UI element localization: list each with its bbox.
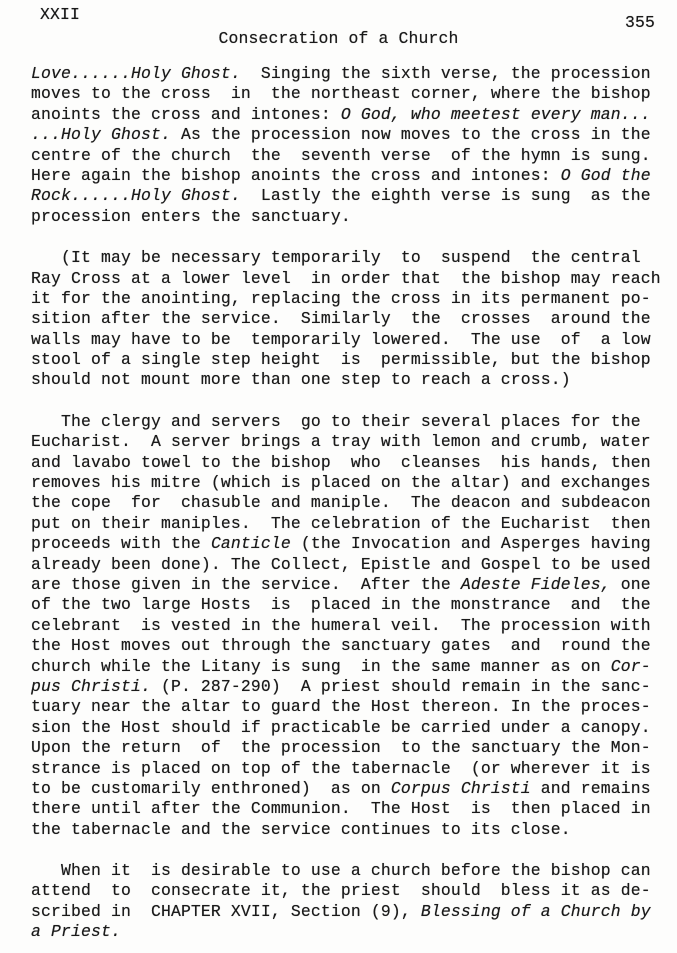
text-line: Upon the return of the procession to the sanctuary the Mon- bbox=[31, 738, 651, 758]
text-line: the tabernacle and the service continues to its close. bbox=[31, 819, 571, 839]
text-line: a Priest. bbox=[31, 922, 121, 942]
text-line: sition after the service. Similarly the crosses around the bbox=[31, 309, 651, 329]
text-line: scribed in CHAPTER XVII, Section (9), Blessing of a Church by bbox=[31, 901, 651, 921]
page-title: Consecration of a Church bbox=[218, 29, 459, 48]
text-line: the cope for chasuble and maniple. The deacon and subdeacon bbox=[31, 493, 651, 513]
text-line: stool of a single step height is permissible, but the bishop bbox=[31, 350, 651, 370]
text-line: Eucharist. A server brings a tray with lemon and crumb, water bbox=[31, 432, 651, 452]
text-line: put on their maniples. The celebration of the Eucharist then bbox=[31, 513, 651, 533]
text-line: it for the anointing, replacing the cross in its permanent po- bbox=[31, 288, 651, 308]
text-line: When it is desirable to use a church before the bishop can bbox=[31, 861, 651, 881]
text-line: sion the Host should if practicable be carried under a canopy. bbox=[31, 717, 651, 737]
text-line: are those given in the service. After the Adeste Fideles, one bbox=[31, 574, 651, 594]
paragraph bbox=[31, 248, 677, 391]
text-line: removes his mitre (which is placed on the altar) and exchanges bbox=[31, 473, 651, 493]
text-line: church while the Litany is sung in the same manner as on Cor- bbox=[31, 656, 651, 676]
text-line: centre of the church the seventh verse of the hymn is sung. bbox=[31, 145, 651, 165]
text-line: already been done). The Collect, Epistle and Gospel to be used bbox=[31, 554, 651, 574]
text-line: Love......Holy Ghost. Singing the sixth verse, the procession bbox=[31, 64, 651, 83]
paragraph bbox=[31, 412, 677, 840]
text-line: ...Holy Ghost. As the procession now moves to the cross in the bbox=[31, 125, 651, 145]
paragraph bbox=[31, 64, 677, 227]
text-line: Ray Cross at a lower level in order that the bishop may reach bbox=[31, 268, 661, 288]
text-line: tuary near the altar to guard the Host thereon. In the proces- bbox=[31, 697, 651, 717]
text-line: procession enters the sanctuary. bbox=[31, 206, 351, 226]
page-number: 355 bbox=[625, 13, 655, 32]
text-line: strance is placed on top of the tabernacle (or wherever it is bbox=[31, 758, 651, 778]
text-line: anoints the cross and intones: O God, who meetest every man... bbox=[31, 104, 651, 124]
text-line: celebrant is vested in the humeral veil. The procession with bbox=[31, 615, 651, 635]
text-line: of the two large Hosts is placed in the monstrance and the bbox=[31, 595, 651, 615]
text-line: Here again the bishop anoints the cross and intones: O God the bbox=[31, 165, 651, 185]
text-line: the Host moves out through the sanctuary gates and round the bbox=[31, 636, 651, 656]
text-line: attend to consecrate it, the priest should bless it as de- bbox=[31, 881, 651, 901]
text-line: (It may be necessary temporarily to suspend the central bbox=[31, 248, 641, 268]
chapter-number: XXII bbox=[40, 5, 80, 24]
text-line: walls may have to be temporarily lowered. The use of a low bbox=[31, 329, 651, 349]
paragraph bbox=[31, 861, 677, 943]
document-body bbox=[31, 64, 677, 943]
text-line: there until after the Communion. The Host is then placed in bbox=[31, 799, 651, 819]
text-line: and lavabo towel to the bishop who cleanses his hands, then bbox=[31, 452, 651, 472]
text-line: The clergy and servers go to their several places for the bbox=[31, 411, 641, 431]
text-line: should not mount more than one step to reach a cross.) bbox=[31, 370, 571, 390]
text-line: proceeds with the Canticle (the Invocation and Asperges having bbox=[31, 534, 651, 554]
text-line: moves to the cross in the northeast corner, where the bishop bbox=[31, 84, 651, 104]
text-line: Rock......Holy Ghost. Lastly the eighth verse is sung as the bbox=[31, 186, 651, 206]
text-line: to be customarily enthroned) as on Corpus Christi and remains bbox=[31, 778, 651, 798]
text-line: pus Christi. (P. 287-290) A priest should remain in the sanc- bbox=[31, 676, 651, 696]
